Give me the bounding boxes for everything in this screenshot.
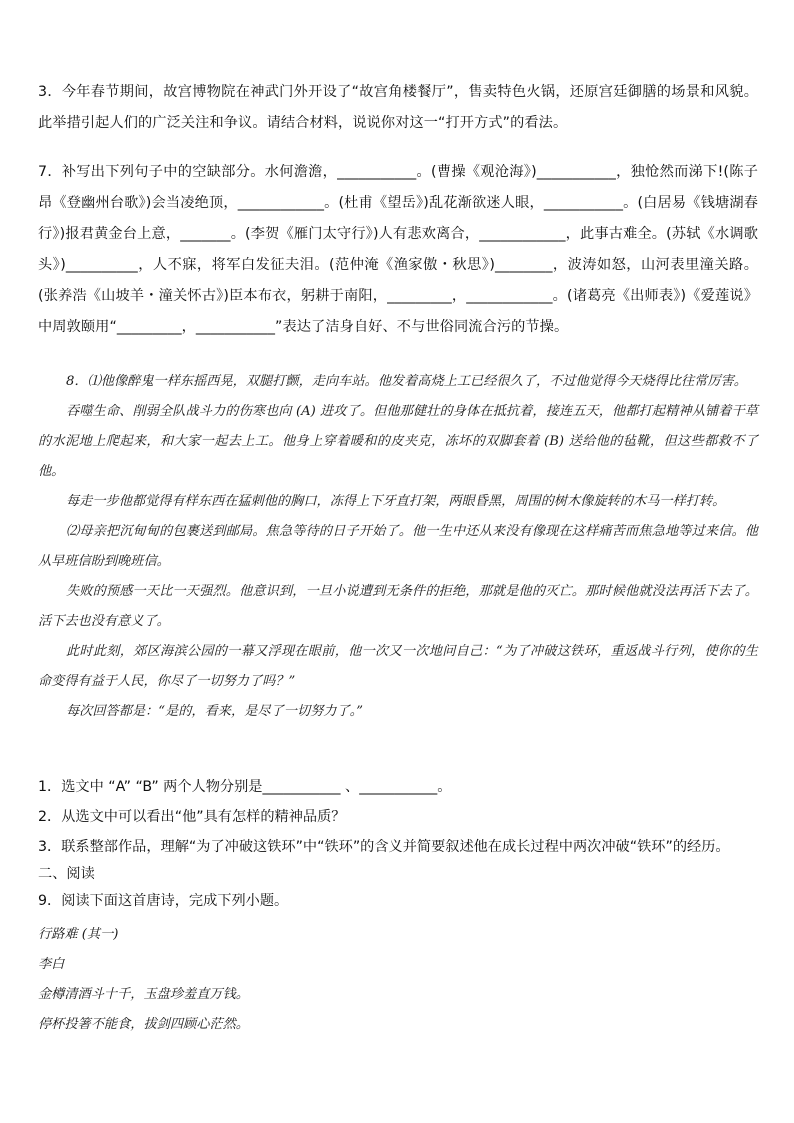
- poem-line-1: 金樽清酒斗十千，玉盘珍羞直万钱。: [38, 987, 249, 1002]
- question-8-excerpt: [38, 367, 758, 727]
- excerpt-paragraph-3: 每走一步他都觉得有样东西在猛刺他的胸口，冻得上下牙直打架，两眼昏黑，周围的树木像旋转的木马一样打转。: [66, 494, 726, 509]
- excerpt-paragraph-6: 此时此刻，郊区海滨公园的一幕又浮现在眼前，他一次又一次地问自己：“为了冲破这铁环，重返战斗行列，使你的生命变得有益于人民，你尽了一切努力了吗？”: [38, 644, 758, 689]
- excerpt-paragraph-5: 失败的预感一天比一天强烈。他意识到，一旦小说遭到无条件的拒绝，那就是他的灭亡。那时候他就没法再活下去了。活下去也没有意义了。: [38, 584, 758, 629]
- subquestion-3: 3．联系整部作品，理解“为了冲破这铁环”中“铁环”的含义并简要叙述他在成长过程中两次冲破“铁环”的经历。: [38, 839, 730, 855]
- poem-title: 行路难 (其一): [38, 927, 119, 942]
- question-3-text: 3．今年春节期间，故宫博物院在神武门外开设了“故宫角楼餐厅”，售卖特色火锅，还原宫廷御膳的场景和风貌。此举措引起人们的广泛关注和争议。请结合材料，说说你对这一“打开方式”的看法。: [38, 84, 758, 131]
- subquestion-1: 1．选文中 “A” “B” 两个人物分别是___________ 、___________。: [38, 779, 452, 795]
- subquestion-2: 2．从选文中可以看出“他”具有怎样的精神品质？: [38, 809, 346, 825]
- poem-line-2: 停杯投箸不能食，拔剑四顾心茫然。: [38, 1017, 249, 1032]
- excerpt-paragraph-4: ⑵母亲把沉甸甸的包裹送到邮局。焦急等待的日子开始了。他一生中还从来没有像现在这样痛苦而焦急地等过来信。他从早班信盼到晚班信。: [38, 524, 758, 569]
- section-heading: 二、阅读: [38, 866, 95, 882]
- excerpt-paragraph-2: 吞噬生命、削弱全队战斗力的伤寒也向 (A) 进攻了。但他那健壮的身体在抵抗着，接连五天，他都打起精神从铺着干草的水泥地上爬起来，和大家一起去上工。他身上穿着暖和的皮夹克，冻坏的双脚套着 (B) 送给他的毡靴，但这些都救不了他。: [38, 404, 758, 479]
- question-9-intro: 9．阅读下面这首唐诗，完成下列小题。: [38, 893, 289, 909]
- question-3: [38, 77, 758, 139]
- excerpt-paragraph-7: 每次回答都是：“是的，看来，是尽了一切努力了。”: [66, 704, 364, 719]
- poem-author: 李白: [38, 957, 65, 972]
- poem: [38, 920, 758, 1040]
- question-7: [38, 157, 758, 343]
- excerpt-paragraph-1: 8．⑴他像醉鬼一样东摇西晃，双腿打颤，走向车站。他发着高烧上工已经很久了，不过他觉得今天烧得比往常厉害。: [66, 374, 747, 389]
- question-8-subquestions: [38, 774, 758, 915]
- question-7-text: 7．补写出下列句子中的空缺部分。水何澹澹，___________。(曹操《观沧海》)___________，独怆然而涕下!(陈子昂《登幽州台歌》)会当凌绝顶，____________。(杜甫《望岳》)乱花渐欲迷人眼，___________。(白居易《钱塘湖春行》)报君黄金台上意，_______。(李贺《雁门太守行》)人有悲欢离合，____________，此事古难全。(苏轼《水调歌头》)__________，人不寐，将军白发征夫泪。(范仲淹《渔家傲・秋思》)________，波涛如怒，山河表里潼关路。(张养浩《山坡羊・潼关怀古》)臣本布衣，躬耕于南阳，_________，____________。(诸葛亮《出师表》)《爱莲说》中周敦颐用“_________，___________”表达了洁身自好、不与世俗同流合污的节操。: [38, 164, 758, 335]
